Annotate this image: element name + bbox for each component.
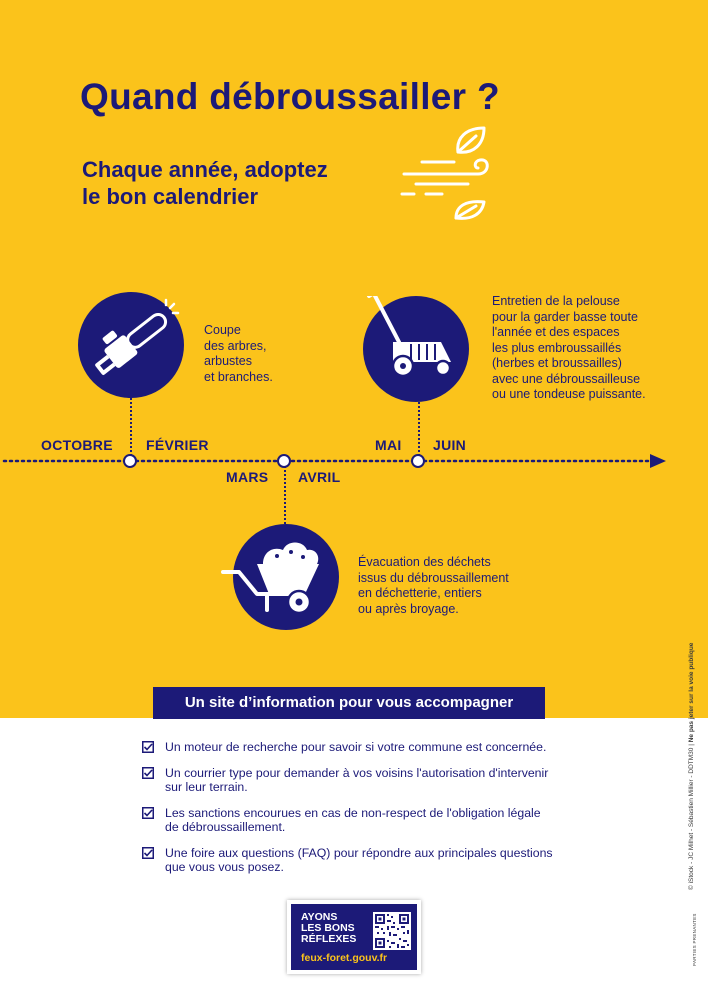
month-fevrier: FÉVRIER (146, 437, 209, 453)
list-item-line: sur leur terrain. (165, 780, 248, 794)
chainsaw-text-line: des arbres, (204, 338, 267, 353)
info-banner: Un site d’information pour vous accompagner (153, 687, 545, 719)
chainsaw-text (204, 323, 273, 385)
list-item (142, 766, 602, 795)
subtitle-line-2: le bon calendrier (82, 184, 259, 209)
info-list (142, 740, 602, 886)
lawnmower-text-line: avec une débroussailleuse (492, 371, 641, 386)
subtitle (82, 156, 328, 210)
connector-chainsaw (130, 398, 132, 456)
credits-warning: Ne pas jeter sur la voie publique (688, 642, 695, 743)
lawnmower-text-line: l'année et des espaces (492, 325, 620, 339)
lawnmower-text-line: pour la garder basse toute (492, 309, 638, 324)
timeline-node-april (277, 454, 291, 468)
badge-line: RÉFLEXES (301, 933, 357, 945)
chainsaw-icon (78, 292, 184, 398)
website-badge[interactable] (287, 900, 421, 974)
month-juin: JUIN (433, 437, 467, 453)
wheelbarrow-text-line: en déchetterie, entiers (358, 586, 482, 600)
checkbox-checked-icon (142, 767, 154, 779)
lawnmower-text-line: les plus embroussaillés (492, 340, 622, 355)
wheelbarrow-text-line: Évacuation des déchets (358, 555, 491, 569)
lawnmower-text-line: Entretien de la pelouse (492, 294, 620, 308)
list-item-line: de débroussaillement. (165, 820, 286, 834)
wheelbarrow-text (358, 555, 509, 617)
qr-code-icon[interactable] (373, 912, 411, 950)
chainsaw-circle (78, 292, 184, 398)
subtitle-line-1: Chaque année, adoptez (82, 157, 328, 182)
badge-panel (291, 904, 417, 970)
lawnmower-circle (363, 296, 469, 402)
connector-lawnmower (418, 402, 420, 456)
month-octobre: OCTOBRE (41, 437, 113, 453)
wind-leaves-icon (398, 122, 498, 226)
badge-slogan (301, 912, 356, 945)
list-item (142, 806, 602, 835)
photo-credits (688, 643, 695, 890)
page-title: Quand débroussailler ? (80, 76, 500, 117)
lawnmower-text (492, 294, 646, 403)
list-item-line: que vous vous posez. (165, 860, 284, 874)
list-item (142, 740, 602, 755)
month-avril: AVRIL (298, 469, 341, 485)
timeline-line (0, 450, 708, 474)
website-link[interactable]: feux-foret.gouv.fr (301, 952, 388, 964)
list-item-line: Un moteur de recherche pour savoir si votre commune est concernée. (165, 740, 547, 754)
timeline-node-june (411, 454, 425, 468)
wheelbarrow-circle (233, 524, 339, 630)
chainsaw-text-line: arbustes (204, 354, 252, 368)
checkbox-checked-icon (142, 741, 154, 753)
chainsaw-text-line: et branches. (204, 369, 273, 384)
list-item-line: Un courrier type pour demander à vos voisins l'autorisation d'intervenir (165, 765, 549, 780)
wheelbarrow-icon (233, 524, 339, 630)
wheelbarrow-text-line: ou après broyage. (358, 601, 459, 616)
credits-text: © iStock - JC Milhet - Sébastien Millier - DDTM30 | (688, 744, 695, 890)
timeline-node-february (123, 454, 137, 468)
badge-line: AYONS (301, 911, 338, 923)
parties-prenantes: PARTIES PRENANTES (692, 913, 697, 966)
month-mars: MARS (226, 469, 269, 485)
connector-wheelbarrow (284, 466, 286, 524)
lawnmower-text-line: ou une tondeuse puissante. (492, 387, 646, 401)
lawnmower-text-line: (herbes et broussailles) (492, 356, 622, 370)
lawnmower-icon (363, 296, 469, 402)
month-mai: MAI (375, 437, 402, 453)
badge-line: LES BONS (301, 922, 355, 934)
chainsaw-text-line: Coupe (204, 323, 241, 337)
list-item (142, 846, 602, 875)
list-item-line: Les sanctions encourues en cas de non-respect de l'obligation légale (165, 805, 541, 820)
list-item-line: Une foire aux questions (FAQ) pour répondre aux principales questions (165, 845, 553, 860)
checkbox-checked-icon (142, 807, 154, 819)
wheelbarrow-text-line: issus du débroussaillement (358, 570, 509, 585)
checkbox-checked-icon (142, 847, 154, 859)
